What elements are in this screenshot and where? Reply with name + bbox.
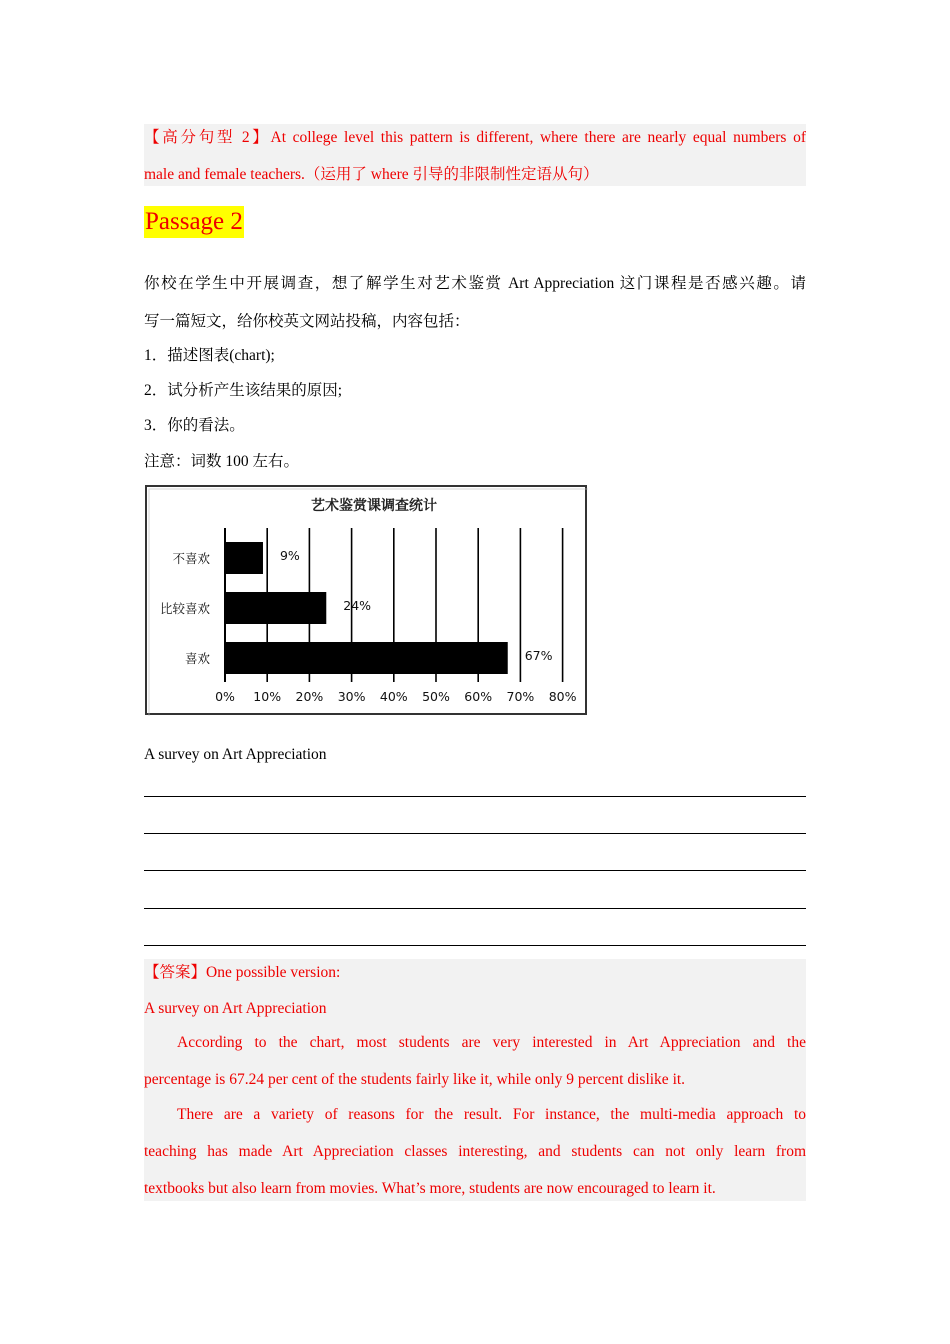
writing-line-3	[144, 870, 806, 871]
prompt-item-2: 2．试分析产生该结果的原因;	[144, 382, 343, 399]
x-tick-label: 0%	[215, 689, 235, 704]
answer-p2-line1: There are a variety of reasons for the result. For instance, the multi-media approach to	[177, 1106, 806, 1123]
answer-p2-line3: textbooks but also learn from movies. What’s more, students are now encouraged to learn it.	[144, 1180, 716, 1197]
bar	[225, 642, 508, 674]
answer-p2-line2: teaching has made Art Appreciation classes interesting, and students can not only learn from	[144, 1143, 806, 1160]
x-tick-label: 50%	[422, 689, 450, 704]
tip-line-1: 【高分句型 2】At college level this pattern is different, where there are nearly equal numbers of	[144, 129, 806, 146]
chart-svg	[144, 484, 588, 716]
answer-title: A survey on Art Appreciation	[144, 1000, 327, 1017]
x-tick-label: 30%	[337, 689, 366, 704]
answer-intro: 【答案】One possible version:	[144, 964, 341, 981]
prompt-line-2: 写一篇短文，给你校英文网站投稿，内容包括：	[144, 313, 470, 330]
data-label: 67%	[524, 648, 553, 663]
prompt-line-1: 你校在学生中开展调查，想了解学生对艺术鉴赏 Art Appreciation 这门课程是否感兴趣。请	[144, 275, 806, 292]
answer-p1-line1: According to the chart, most students are very interested in Art Appreciation and the	[177, 1034, 806, 1051]
x-tick-label: 20%	[295, 689, 324, 704]
x-tick-label: 80%	[548, 689, 577, 704]
category-label: 不喜欢	[172, 551, 210, 566]
writing-line-5	[144, 945, 806, 946]
data-label: 24%	[343, 598, 372, 613]
category-label: 喜欢	[184, 651, 210, 666]
tip-line-2: male and female teachers.（运用了 where 引导的非限制性定语从句）	[144, 166, 599, 183]
writing-line-2	[144, 833, 806, 834]
chart-tick-labels	[215, 689, 577, 704]
survey-chart	[144, 484, 588, 716]
x-tick-label: 70%	[506, 689, 535, 704]
x-tick-label: 40%	[379, 689, 408, 704]
chart-title: 艺术鉴赏课调查统计	[311, 498, 437, 514]
essay-title: A survey on Art Appreciation	[144, 746, 327, 763]
bar	[225, 542, 263, 574]
prompt-item-3: 3．你的看法。	[144, 417, 245, 434]
prompt-note: 注意：词数 100 左右。	[144, 453, 300, 470]
data-label: 9%	[279, 548, 300, 563]
x-tick-label: 60%	[464, 689, 493, 704]
category-label: 比较喜欢	[159, 601, 210, 616]
prompt-item-1: 1．描述图表(chart);	[144, 347, 275, 364]
answer-p1-line2: percentage is 67.24 per cent of the students fairly like it, while only 9 percent dislike it.	[144, 1071, 686, 1088]
writing-line-4	[144, 908, 806, 909]
x-tick-label: 10%	[253, 689, 282, 704]
passage-title: Passage 2	[144, 206, 244, 238]
bar	[225, 592, 326, 624]
writing-line-1	[144, 796, 806, 797]
